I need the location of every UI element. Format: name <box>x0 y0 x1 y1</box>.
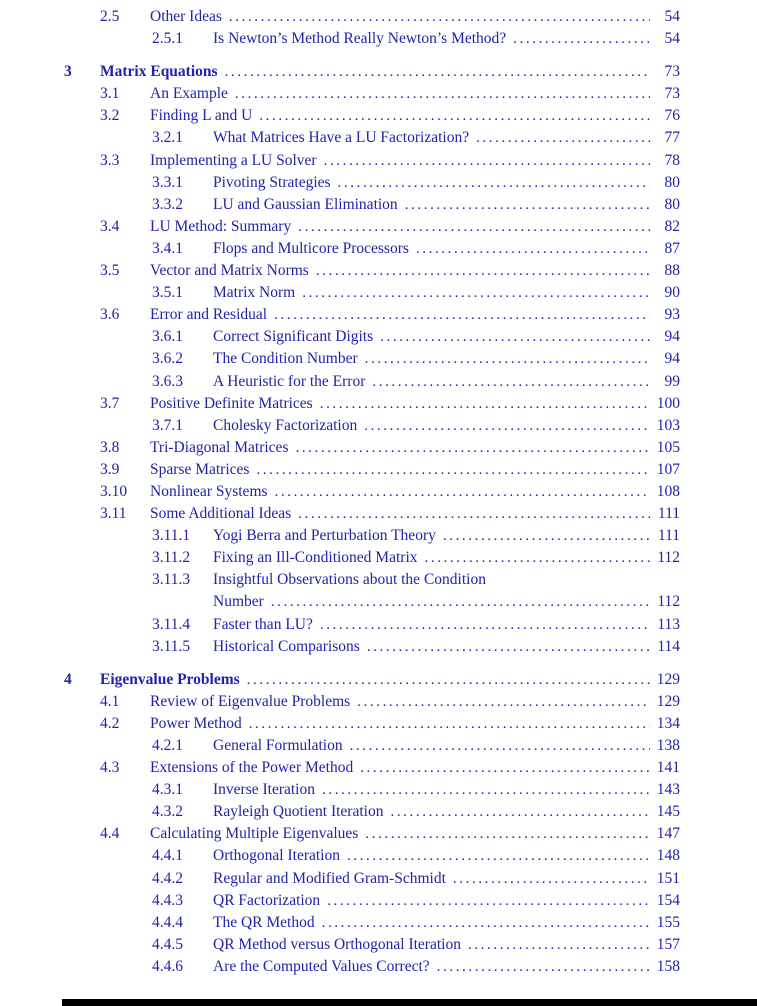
toc-entry <box>0 371 757 393</box>
toc-entry-number: 3.1 <box>100 85 120 103</box>
toc-entry-title: Eigenvalue Problems <box>100 670 240 688</box>
toc-entry-page: 141 <box>656 759 680 777</box>
toc-entry-page: 108 <box>656 482 680 500</box>
toc-entry-page: 103 <box>656 416 680 434</box>
toc-entry-title: Historical Comparisons <box>213 637 360 655</box>
dot-leader <box>365 371 650 393</box>
toc-entry <box>0 6 757 28</box>
toc-entry-title: Some Additional Ideas <box>150 505 292 523</box>
toc-entry <box>0 713 757 735</box>
toc-entry-number: 3.7.1 <box>152 416 183 434</box>
toc-entry-title: A Heuristic for the Error <box>213 372 366 390</box>
toc-entry <box>0 735 757 757</box>
toc-entry <box>0 547 757 569</box>
toc-entry <box>0 912 757 934</box>
toc-entry <box>0 757 757 779</box>
toc-entry-title: Implementing a LU Solver <box>150 151 317 169</box>
toc-entry-number: 4.2 <box>100 714 120 732</box>
toc-entry-number: 3.11.2 <box>152 549 191 567</box>
toc-entry-number: 4.4.5 <box>152 935 183 953</box>
toc-entry <box>0 437 757 459</box>
dot-leader <box>353 757 650 779</box>
toc-entry-title: Insightful Observations about the Condition <box>213 571 486 589</box>
toc-entry-title: Regular and Modified Gram-Schmidt <box>213 869 446 887</box>
toc-entry-page: 148 <box>656 847 680 865</box>
toc-entry-number: 3.5 <box>100 262 120 280</box>
toc-entry-page: 99 <box>664 372 680 390</box>
toc-entry-number: 3 <box>64 63 72 81</box>
toc-entry-title: Review of Eigenvalue Problems <box>150 692 351 710</box>
toc-entry-title: Inverse Iteration <box>213 781 315 799</box>
toc-entry-number: 4.2.1 <box>152 737 183 754</box>
toc-entry-title: The QR Method <box>213 913 315 931</box>
toc-entry-page: 154 <box>656 891 680 909</box>
table-of-contents <box>0 6 757 978</box>
toc-entry-page: 76 <box>664 107 680 125</box>
toc-entry-number: 3.11.5 <box>152 637 191 655</box>
dot-leader <box>267 304 650 326</box>
toc-entry <box>0 525 757 547</box>
toc-entry-page: 147 <box>656 825 680 843</box>
toc-entry <box>0 127 757 149</box>
toc-entry <box>0 591 757 613</box>
toc-entry <box>0 150 757 172</box>
dot-leader <box>373 326 650 348</box>
dot-leader <box>222 6 650 28</box>
toc-entry <box>0 669 757 691</box>
toc-entry-title: Rayleigh Quotient Iteration <box>213 803 384 821</box>
toc-entry-page: 73 <box>664 85 680 103</box>
toc-entry-number: 4.4.2 <box>152 869 183 887</box>
dot-leader <box>343 735 650 757</box>
toc-entry-number: 4.4 <box>100 825 120 843</box>
toc-entry-page: 145 <box>656 803 680 821</box>
dot-leader <box>357 415 650 437</box>
toc-entry-page: 155 <box>656 913 680 931</box>
toc-entry <box>0 691 757 713</box>
toc-entry <box>0 326 757 348</box>
dot-leader <box>242 713 650 735</box>
toc-entry-number: 3.5.1 <box>152 284 183 302</box>
dot-leader <box>409 238 650 260</box>
toc-entry-title: Correct Significant Digits <box>213 328 374 346</box>
toc-entry-page: 100 <box>656 394 680 412</box>
toc-entry-number: 4.4.4 <box>152 913 183 931</box>
toc-entry-number: 3.4.1 <box>152 239 183 257</box>
toc-entry-title: Tri-Diagonal Matrices <box>150 438 289 456</box>
toc-entry-number: 4 <box>64 670 72 688</box>
toc-entry-number: 4.4.3 <box>152 891 183 909</box>
toc-entry-page: 93 <box>664 306 680 324</box>
toc-entry-number: 3.10 <box>100 482 128 500</box>
toc-entry-number: 4.3 <box>100 759 120 777</box>
dot-leader <box>436 525 650 547</box>
toc-entry-title: Orthogonal Iteration <box>213 847 340 865</box>
toc-entry-page: 73 <box>664 63 680 81</box>
dot-leader <box>315 779 650 801</box>
dot-leader <box>268 481 650 503</box>
toc-entry-title: The Condition Number <box>213 350 358 368</box>
toc-entry-title: Is Newton’s Method Really Newton’s Method? <box>213 30 507 48</box>
toc-entry-number: 2.5 <box>100 8 120 25</box>
dot-leader <box>288 437 650 459</box>
toc-entry-title: Vector and Matrix Norms <box>150 262 309 280</box>
toc-entry-number: 3.3.1 <box>152 173 183 191</box>
toc-entry-title: Sparse Matrices <box>150 460 250 478</box>
dot-leader <box>461 934 650 956</box>
dot-leader <box>228 83 650 105</box>
dot-leader <box>506 28 650 50</box>
toc-entry-title: Power Method <box>150 714 242 732</box>
toc-entry <box>0 845 757 867</box>
dot-leader <box>317 150 650 172</box>
toc-entry-page: 134 <box>656 714 680 732</box>
toc-entry <box>0 956 757 978</box>
toc-entry-title: Extensions of the Power Method <box>150 759 354 777</box>
toc-entry-page: 143 <box>656 781 680 799</box>
dot-leader <box>295 282 650 304</box>
dot-leader <box>398 194 650 216</box>
toc-entry-number: 3.11 <box>100 505 127 523</box>
dot-leader <box>430 956 650 978</box>
dot-leader <box>320 890 650 912</box>
toc-entry-title: An Example <box>150 85 228 103</box>
toc-entry-number: 4.3.1 <box>152 781 183 799</box>
toc-entry <box>0 636 757 658</box>
toc-entry <box>0 348 757 370</box>
toc-entry-page: 138 <box>656 737 680 754</box>
toc-entry-number: 3.2.1 <box>152 129 183 147</box>
toc-entry-number: 3.11.1 <box>152 527 191 545</box>
toc-entry <box>0 890 757 912</box>
toc-entry-number: 3.6.3 <box>152 372 183 390</box>
toc-entry <box>0 614 757 636</box>
toc-entry-number: 3.3 <box>100 151 120 169</box>
toc-entry <box>0 503 757 525</box>
toc-entry-title: Fixing an Ill-Conditioned Matrix <box>213 549 418 567</box>
toc-entry <box>0 481 757 503</box>
toc-entry-page: 112 <box>657 593 680 611</box>
toc-entry <box>0 282 757 304</box>
toc-entry <box>0 393 757 415</box>
toc-entry-number: 4.4.6 <box>152 957 183 975</box>
toc-entry-title: What Matrices Have a LU Factorization? <box>213 129 470 147</box>
toc-entry-title: Pivoting Strategies <box>213 173 331 191</box>
toc-entry-page: 87 <box>664 239 680 257</box>
toc-entry-page: 105 <box>656 438 680 456</box>
toc-entry <box>0 83 757 105</box>
toc-entry-title: QR Method versus Orthogonal Iteration <box>213 935 461 953</box>
dot-leader <box>291 503 650 525</box>
toc-entry-title: Calculating Multiple Eigenvalues <box>150 825 359 843</box>
toc-entry-page: 111 <box>657 527 680 545</box>
dot-leader <box>252 105 650 127</box>
toc-entry-page: 107 <box>656 460 680 478</box>
toc-entry <box>0 194 757 216</box>
toc-entry-title: Finding L and U <box>150 107 253 125</box>
toc-entry-page: 111 <box>657 505 680 523</box>
toc-entry-page: 54 <box>664 8 680 25</box>
toc-entry <box>0 216 757 238</box>
toc-entry <box>0 260 757 282</box>
toc-entry-number: 3.9 <box>100 460 120 478</box>
toc-entry-number: 3.8 <box>100 438 120 456</box>
toc-entry-number: 3.6.1 <box>152 328 183 346</box>
toc-entry-title: General Formulation <box>213 737 343 754</box>
dot-leader <box>340 845 650 867</box>
toc-entry-title: Are the Computed Values Correct? <box>213 957 430 975</box>
toc-entry-title: LU Method: Summary <box>150 217 292 235</box>
toc-entry <box>0 459 757 481</box>
toc-entry <box>0 172 757 194</box>
toc-entry-number: 4.3.2 <box>152 803 183 821</box>
toc-entry-number: 4.4.1 <box>152 847 183 865</box>
toc-entry <box>0 569 757 591</box>
toc-entry <box>0 61 757 83</box>
scan-artifact-bar <box>62 999 757 1006</box>
toc-entry-title: Faster than LU? <box>213 615 313 633</box>
toc-entry-number: 3.11.4 <box>152 615 191 633</box>
toc-entry-number: 3.4 <box>100 217 120 235</box>
toc-entry-page: 129 <box>656 692 680 710</box>
toc-entry-page: 77 <box>664 129 680 147</box>
toc-entry-page: 157 <box>656 935 680 953</box>
dot-leader <box>331 172 650 194</box>
toc-entry-title: Flops and Multicore Processors <box>213 239 409 257</box>
toc-entry-title: LU and Gaussian Elimination <box>213 195 398 213</box>
toc-entry <box>0 934 757 956</box>
toc-entry-number: 3.6 <box>100 306 120 324</box>
toc-entry <box>0 823 757 845</box>
toc-entry-number: 3.7 <box>100 394 120 412</box>
toc-entry-page: 151 <box>656 869 680 887</box>
toc-entry <box>0 105 757 127</box>
toc-entry-number: 3.2 <box>100 107 120 125</box>
dot-leader <box>291 216 650 238</box>
toc-entry-page: 90 <box>664 284 680 302</box>
toc-entry-title: Positive Definite Matrices <box>150 394 313 412</box>
toc-entry-page: 114 <box>657 637 680 655</box>
dot-leader <box>315 912 650 934</box>
toc-entry <box>0 779 757 801</box>
toc-entry-page: 78 <box>664 151 680 169</box>
toc-entry-number: 2.5.1 <box>152 30 183 48</box>
toc-entry-title: Cholesky Factorization <box>213 416 358 434</box>
toc-entry-page: 112 <box>657 549 680 567</box>
toc-entry <box>0 415 757 437</box>
dot-leader <box>350 691 650 713</box>
toc-entry-title: Error and Residual <box>150 306 268 324</box>
dot-leader <box>446 868 650 890</box>
dot-leader <box>249 459 650 481</box>
dot-leader <box>313 393 650 415</box>
dot-leader <box>358 348 650 370</box>
dot-leader <box>313 614 650 636</box>
dot-leader <box>418 547 651 569</box>
dot-leader <box>240 669 650 691</box>
toc-entry-title: Number <box>213 593 264 611</box>
toc-entry <box>0 304 757 326</box>
dot-leader <box>360 636 650 658</box>
toc-entry-number: 3.11.3 <box>152 571 191 589</box>
toc-entry-title: Nonlinear Systems <box>150 482 268 500</box>
dot-leader <box>358 823 650 845</box>
toc-entry-title: Matrix Equations <box>100 63 218 81</box>
toc-entry <box>0 868 757 890</box>
toc-entry-page: 158 <box>656 957 680 975</box>
toc-entry-number: 3.6.2 <box>152 350 183 368</box>
toc-entry-page: 80 <box>664 173 680 191</box>
toc-entry-number: 3.3.2 <box>152 195 183 213</box>
dot-leader <box>469 127 650 149</box>
toc-entry <box>0 801 757 823</box>
toc-entry-page: 54 <box>664 30 680 48</box>
toc-entry-title: Matrix Norm <box>213 284 296 302</box>
toc-entry-page: 113 <box>657 615 680 633</box>
dot-leader <box>383 801 650 823</box>
toc-entry-title: Yogi Berra and Perturbation Theory <box>213 527 436 545</box>
toc-entry-page: 82 <box>664 217 680 235</box>
toc-entry <box>0 28 757 50</box>
toc-entry-page: 129 <box>656 670 680 688</box>
toc-entry-page: 88 <box>664 262 680 280</box>
toc-entry-title: QR Factorization <box>213 891 321 909</box>
dot-leader <box>264 591 650 613</box>
toc-entry-title: Other Ideas <box>150 8 222 25</box>
toc-entry-number: 4.1 <box>100 692 120 710</box>
dot-leader <box>218 61 650 83</box>
toc-entry <box>0 238 757 260</box>
toc-entry-page: 80 <box>664 195 680 213</box>
toc-entry-page: 94 <box>664 350 680 368</box>
dot-leader <box>309 260 650 282</box>
toc-entry-page: 94 <box>664 328 680 346</box>
